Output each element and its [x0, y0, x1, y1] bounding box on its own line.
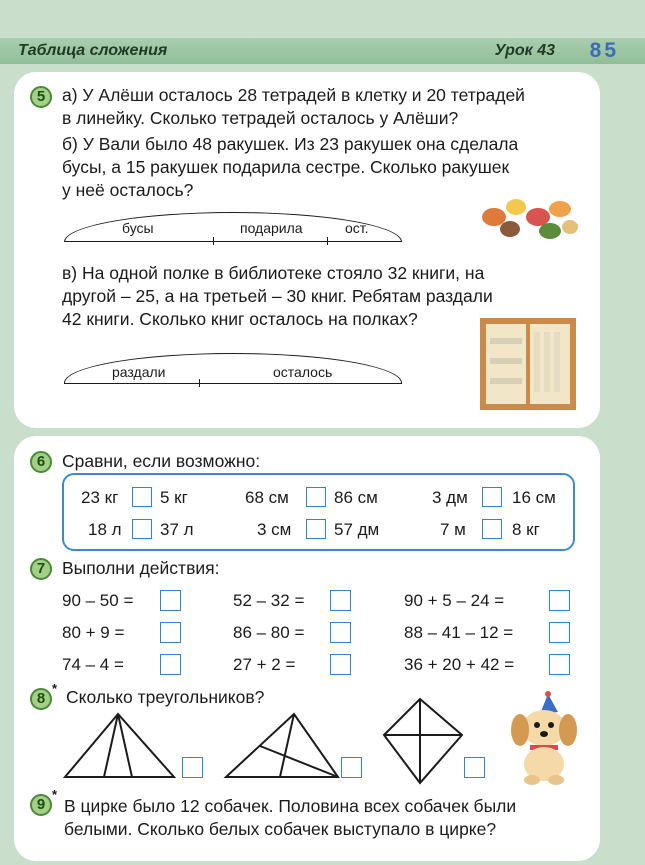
answer-box[interactable]	[464, 757, 485, 778]
ex5-b-line1: б) У Вали было 48 ракушек. Из 23 ракушек она сделала	[62, 134, 519, 154]
bookshelf-illustration	[480, 318, 576, 410]
exercise-6-badge: 6	[30, 451, 52, 473]
ex5-v-line1: в) На одной полке в библиотеке стояло 32 книги, на	[62, 263, 485, 283]
page-number: 85	[589, 39, 619, 62]
triangle-figure-3	[380, 697, 466, 787]
triangle-figure-2	[222, 710, 342, 780]
exercise-9-badge: 9	[30, 794, 52, 816]
ex9-star: *	[52, 787, 58, 802]
ex5-a-line2: в линейку. Сколько тетрадей осталось у Алёши?	[62, 108, 459, 128]
section-title: Таблица сложения	[18, 42, 168, 59]
ex5-a-line1: а) У Алёши осталось 28 тетрадей в клетку и 20 тетрадей	[62, 85, 525, 105]
compare-left: 68 см	[245, 488, 289, 507]
scheme-2-tick	[199, 379, 200, 387]
compare-box[interactable]	[132, 519, 152, 539]
compare-left: 7 м	[440, 520, 466, 539]
ex5-v-line2: другой – 25, а на третьей – 30 книг. Ребятам раздали	[62, 286, 493, 306]
answer-box[interactable]	[549, 622, 570, 643]
compare-box[interactable]	[482, 487, 502, 507]
ex8-star: *	[52, 681, 58, 696]
scheme-2-label-left: осталось	[273, 364, 333, 380]
compare-box[interactable]	[306, 487, 326, 507]
compare-left: 3 дм	[432, 488, 468, 507]
scheme-2-line	[64, 383, 402, 384]
ex9-line1: В цирке было 12 собачек. Половина всех собачек были	[64, 796, 517, 816]
scheme-1-label-gave: подарила	[240, 220, 303, 236]
expression: 27 + 2 =	[233, 655, 296, 674]
ex8-title: Сколько треугольников?	[66, 687, 265, 707]
scheme-1-line	[64, 241, 402, 242]
answer-box[interactable]	[160, 654, 181, 675]
answer-box[interactable]	[549, 654, 570, 675]
scheme-1-tick	[327, 237, 328, 245]
answer-box[interactable]	[341, 757, 362, 778]
answer-box[interactable]	[160, 622, 181, 643]
exercise-8-badge: 8	[30, 688, 52, 710]
puppy-illustration	[500, 692, 584, 788]
scheme-1-label-beads: бусы	[122, 220, 154, 236]
compare-box[interactable]	[306, 519, 326, 539]
scheme-2-label-given: раздали	[112, 364, 166, 380]
page-header	[0, 38, 645, 64]
compare-box[interactable]	[482, 519, 502, 539]
exercise-5-badge: 5	[30, 86, 52, 108]
expression: 80 + 9 =	[62, 623, 125, 642]
compare-right: 86 см	[334, 488, 378, 507]
expression: 88 – 41 – 12 =	[404, 623, 514, 642]
expression: 52 – 32 =	[233, 591, 305, 610]
compare-right: 16 см	[512, 488, 556, 507]
scheme-1-label-left: ост.	[345, 220, 369, 236]
exercise-7-badge: 7	[30, 558, 52, 580]
compare-right: 8 кг	[512, 520, 540, 539]
triangle-figure-1	[60, 710, 180, 780]
ex5-v-line3: 42 книги. Сколько книг осталось на полках?	[62, 309, 418, 329]
expression: 36 + 20 + 42 =	[404, 655, 515, 674]
expression: 74 – 4 =	[62, 655, 124, 674]
compare-right: 5 кг	[160, 488, 188, 507]
ex9-line2: белыми. Сколько белых собачек выступало в цирке?	[64, 819, 497, 839]
compare-left: 3 см	[257, 520, 292, 539]
answer-box[interactable]	[182, 757, 203, 778]
seashells-illustration	[480, 195, 580, 245]
expression: 86 – 80 =	[233, 623, 305, 642]
lesson-label: Урок 43	[494, 42, 555, 59]
compare-left: 23 кг	[81, 488, 119, 507]
ex6-title: Сравни, если возможно:	[62, 451, 261, 471]
answer-box[interactable]	[160, 590, 181, 611]
ex5-b-line3: у неё осталось?	[62, 180, 194, 200]
compare-left: 18 л	[88, 520, 122, 539]
expression: 90 + 5 – 24 =	[404, 591, 505, 610]
compare-box[interactable]	[132, 487, 152, 507]
compare-right: 37 л	[160, 520, 194, 539]
ex7-title: Выполни действия:	[62, 558, 220, 578]
scheme-1-tick	[213, 237, 214, 245]
expression: 90 – 50 =	[62, 591, 134, 610]
ex5-b-line2: бусы, а 15 ракушек подарила сестре. Сколько ракушек	[62, 157, 510, 177]
answer-box[interactable]	[330, 654, 351, 675]
answer-box[interactable]	[330, 590, 351, 611]
compare-frame	[62, 473, 575, 551]
answer-box[interactable]	[330, 622, 351, 643]
answer-box[interactable]	[549, 590, 570, 611]
compare-right: 57 дм	[334, 520, 380, 539]
